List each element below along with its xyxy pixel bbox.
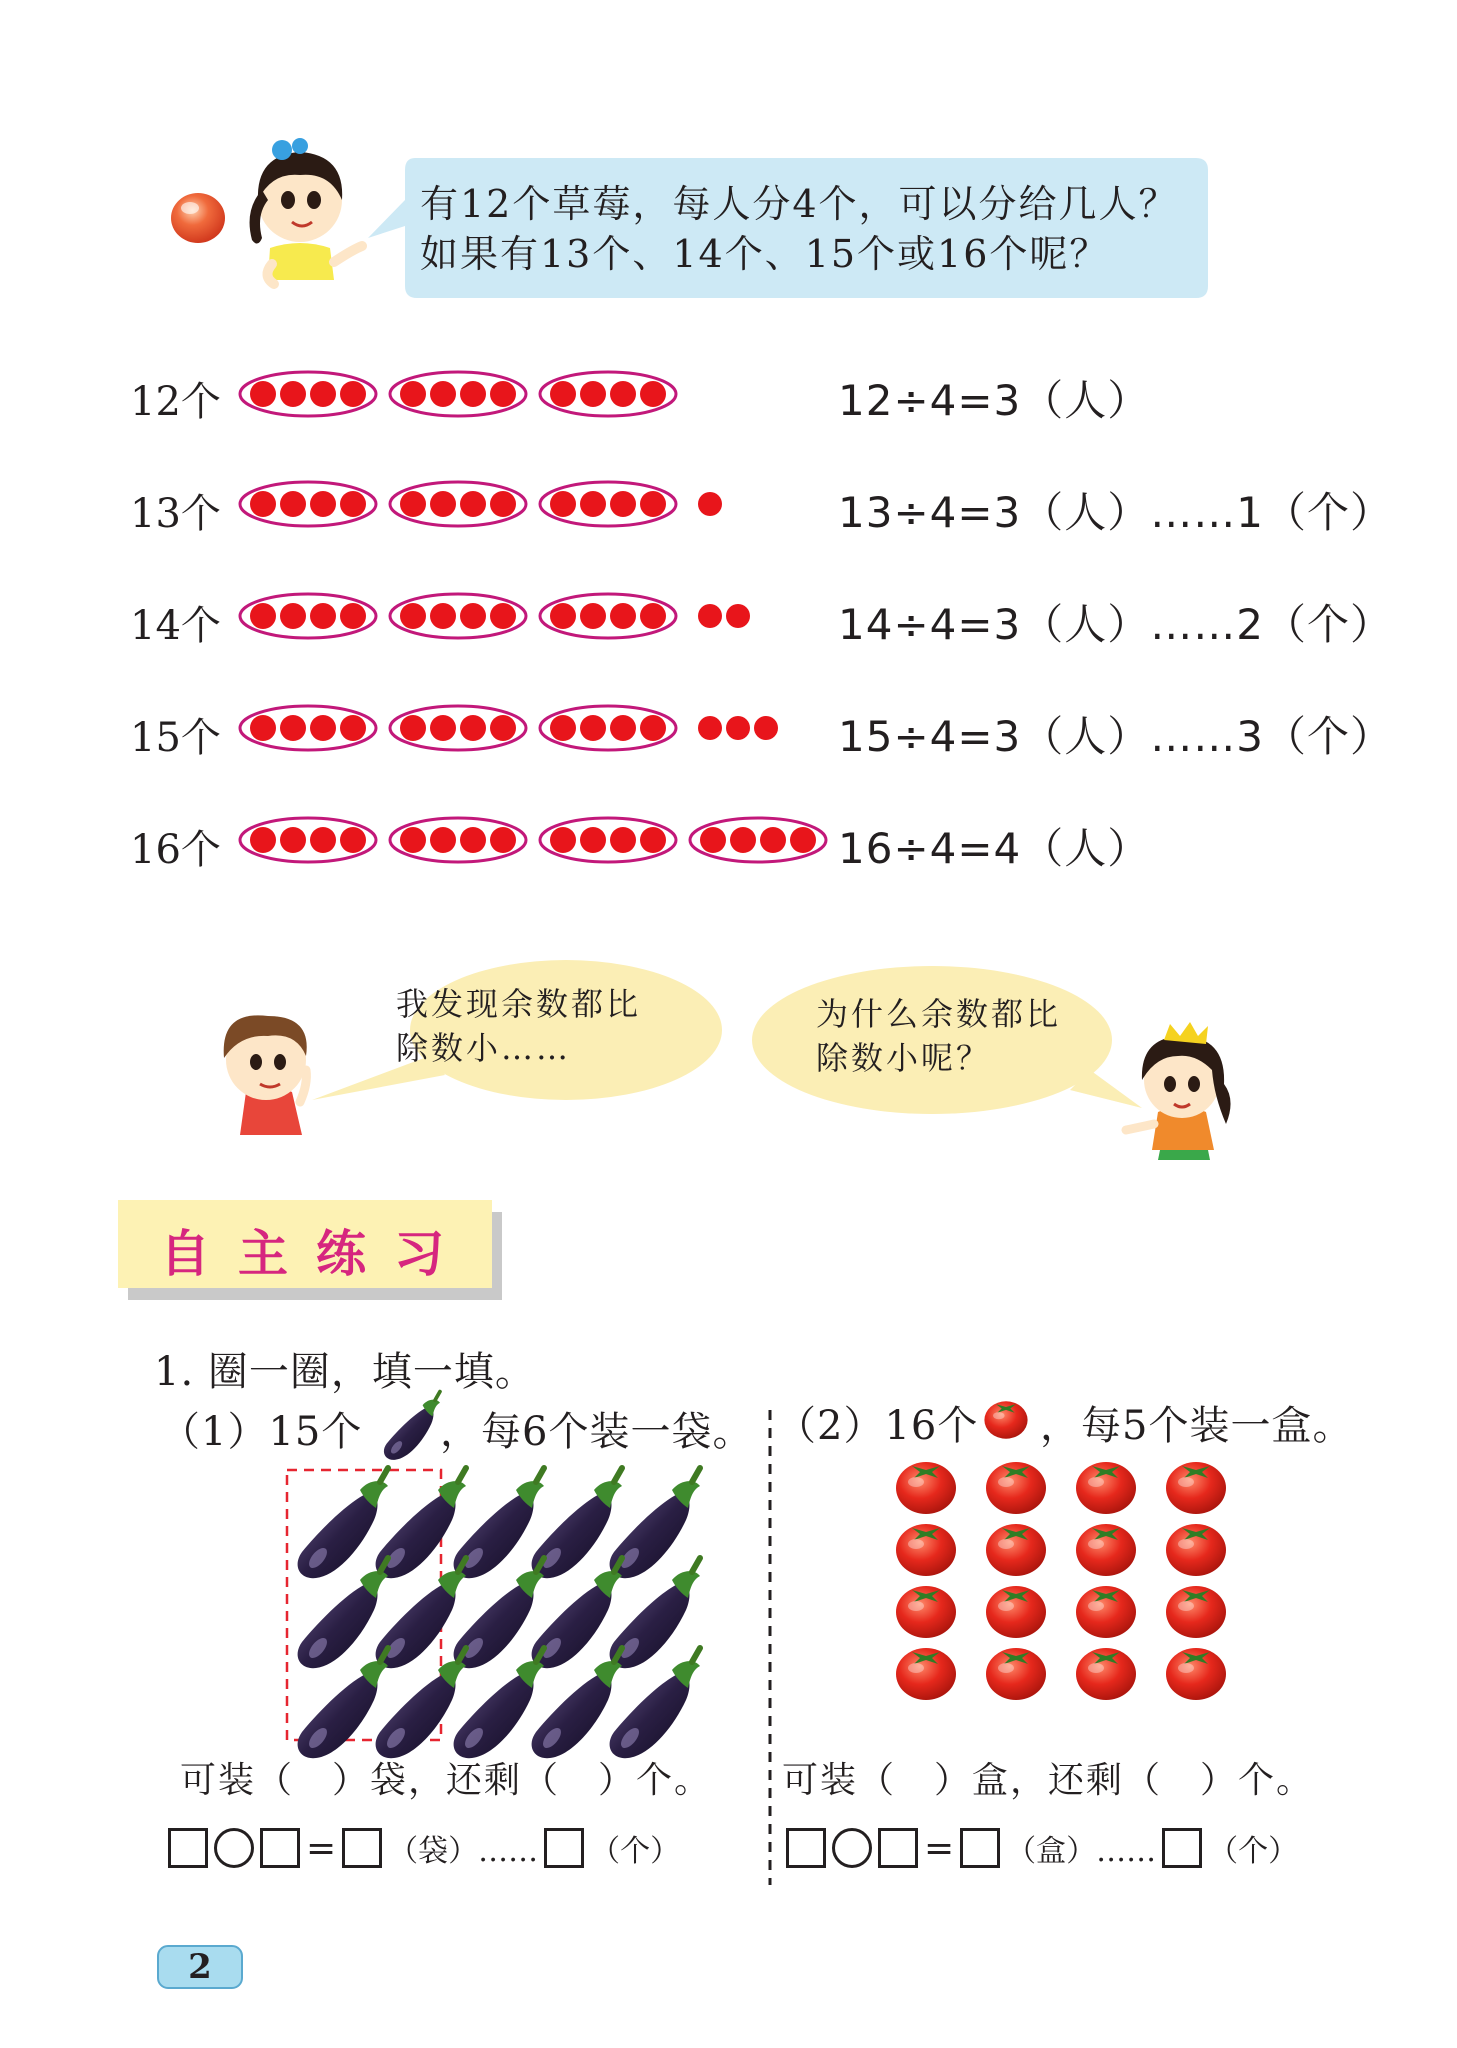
tomato[interactable]	[896, 1524, 956, 1576]
strawberry-dot	[310, 827, 336, 853]
operator-circle[interactable]	[832, 1828, 872, 1868]
strawberry-dot	[250, 381, 276, 407]
page-number: 2	[188, 1947, 212, 1987]
boy-character	[224, 1015, 307, 1135]
strawberry-dot	[460, 381, 486, 407]
exercise-left-prefix: （1）15个	[160, 1409, 363, 1455]
strawberry-dot	[730, 827, 756, 853]
strawberry-dot	[550, 827, 576, 853]
equals-sign: =	[924, 1827, 955, 1869]
tomato[interactable]	[896, 1648, 956, 1700]
red-ball-icon	[171, 193, 225, 243]
strawberry-dot	[430, 827, 456, 853]
strawberry-dot	[310, 603, 336, 629]
strawberry-dot	[490, 381, 516, 407]
dividend-box[interactable]	[168, 1828, 208, 1868]
strawberry-dot	[490, 491, 516, 517]
strawberry-dot	[580, 715, 606, 741]
strawberry-dot	[490, 827, 516, 853]
right-unit-2: （个）	[1208, 1834, 1299, 1869]
strawberry-dot	[640, 491, 666, 517]
equation-12: 12÷4=3（人）	[838, 376, 1151, 425]
strawberry-dot	[340, 603, 366, 629]
right-unit-1: （盒）……	[1006, 1834, 1157, 1869]
left-formula	[168, 1826, 680, 1870]
exercise-right-prefix: （2）16个	[776, 1403, 979, 1449]
row-label-14: 14个	[130, 603, 221, 649]
eggplant[interactable]	[298, 1468, 388, 1578]
eggplant-grid	[298, 1468, 700, 1758]
left-unit-1: （袋）……	[388, 1834, 539, 1869]
strawberry-dot	[250, 491, 276, 517]
strawberry-dot	[400, 603, 426, 629]
row-label-16: 16个	[130, 827, 221, 873]
remainder-dot	[698, 716, 722, 740]
question-line-2: 如果有13个、14个、15个或16个呢？	[420, 232, 1110, 276]
row-label-13: 13个	[130, 491, 221, 537]
strawberry-dot	[340, 715, 366, 741]
remainder-dot	[698, 604, 722, 628]
strawberry-dot	[790, 827, 816, 853]
girl-speech-line-1: 为什么余数都比	[816, 995, 1062, 1033]
strawberry-dot	[310, 715, 336, 741]
strawberry-dot	[400, 715, 426, 741]
strawberry-dot	[640, 827, 666, 853]
exercise-heading: 1. 圈一圈，填一填。	[154, 1349, 536, 1395]
strawberry-dot	[280, 715, 306, 741]
strawberry-dot	[280, 827, 306, 853]
remainder-box[interactable]	[1162, 1828, 1202, 1868]
grouping-diagram	[240, 372, 826, 862]
strawberry-dot	[550, 381, 576, 407]
tomato-grid	[896, 1462, 1226, 1700]
strawberry-dot	[640, 715, 666, 741]
strawberry-dot	[400, 491, 426, 517]
strawberry-dot	[460, 491, 486, 517]
right-formula	[786, 1826, 1298, 1870]
tomato[interactable]	[986, 1648, 1046, 1700]
dividend-box[interactable]	[786, 1828, 826, 1868]
strawberry-dot	[760, 827, 786, 853]
strawberry-dot	[580, 827, 606, 853]
strawberry-dot	[580, 491, 606, 517]
strawberry-dot	[460, 715, 486, 741]
strawberry-dot	[250, 603, 276, 629]
strawberry-dot	[280, 491, 306, 517]
strawberry-dot	[490, 603, 516, 629]
row-label-15: 15个	[130, 715, 221, 761]
tomato[interactable]	[1166, 1462, 1226, 1514]
quotient-box[interactable]	[342, 1828, 382, 1868]
strawberry-dot	[340, 827, 366, 853]
strawberry-dot	[610, 491, 636, 517]
tomato[interactable]	[1166, 1648, 1226, 1700]
strawberry-dot	[250, 827, 276, 853]
eggplant-icon	[384, 1392, 440, 1460]
strawberry-dot	[580, 603, 606, 629]
tomato[interactable]	[1076, 1648, 1136, 1700]
divisor-box[interactable]	[260, 1828, 300, 1868]
strawberry-dot	[580, 381, 606, 407]
strawberry-dot	[550, 491, 576, 517]
strawberry-dot	[430, 491, 456, 517]
strawberry-dot	[280, 603, 306, 629]
remainder-dot	[754, 716, 778, 740]
remainder-dot	[726, 604, 750, 628]
strawberry-dot	[430, 715, 456, 741]
strawberry-dot	[340, 491, 366, 517]
section-title: 自主练习	[160, 1225, 472, 1283]
tomato[interactable]	[1166, 1586, 1226, 1638]
equation-13: 13÷4=3（人）……1（个）	[838, 488, 1393, 537]
remainder-dot	[698, 492, 722, 516]
strawberry-dot	[490, 715, 516, 741]
equation-16: 16÷4=4（人）	[838, 824, 1151, 873]
strawberry-dot	[460, 603, 486, 629]
strawberry-dot	[430, 381, 456, 407]
strawberry-dot	[400, 381, 426, 407]
tomato-icon	[984, 1401, 1027, 1438]
girl-speech-line-2: 除数小呢？	[816, 1039, 992, 1077]
strawberry-dot	[400, 827, 426, 853]
left-fill-blank[interactable]: 可装（ ）袋，还剩（ ）个。	[180, 1760, 713, 1801]
tomato[interactable]	[986, 1462, 1046, 1514]
remainder-box[interactable]	[544, 1828, 584, 1868]
tomato[interactable]	[896, 1586, 956, 1638]
equals-sign: =	[306, 1827, 337, 1869]
exercise-right-suffix: ，每5个装一盒。	[1040, 1403, 1354, 1449]
strawberry-dot	[610, 603, 636, 629]
strawberry-dot	[700, 827, 726, 853]
tomato[interactable]	[1076, 1586, 1136, 1638]
strawberry-dot	[610, 827, 636, 853]
quotient-box[interactable]	[960, 1828, 1000, 1868]
equation-15: 15÷4=3（人）……3（个）	[838, 712, 1393, 761]
strawberry-dot	[640, 381, 666, 407]
girl-character	[250, 138, 362, 284]
tomato[interactable]	[1076, 1524, 1136, 1576]
tomato[interactable]	[986, 1524, 1046, 1576]
strawberry-dot	[310, 491, 336, 517]
exercise-left-suffix: ，每6个装一袋。	[440, 1409, 754, 1455]
remainder-dot	[726, 716, 750, 740]
right-fill-blank[interactable]: 可装（ ）盒，还剩（ ）个。	[782, 1760, 1315, 1801]
strawberry-dot	[430, 603, 456, 629]
strawberry-dot	[610, 715, 636, 741]
left-unit-2: （个）	[590, 1834, 681, 1869]
boy-speech-line-2: 除数小……	[396, 1029, 572, 1067]
strawberry-dot	[550, 715, 576, 741]
strawberry-dot	[250, 715, 276, 741]
strawberry-dot	[310, 381, 336, 407]
equation-14: 14÷4=3（人）……2（个）	[838, 600, 1393, 649]
strawberry-dot	[460, 827, 486, 853]
tomato[interactable]	[896, 1462, 956, 1514]
strawberry-dot	[280, 381, 306, 407]
strawberry-dot	[640, 603, 666, 629]
question-line-1: 有12个草莓，每人分4个，可以分给几人？	[420, 182, 1179, 226]
tomato[interactable]	[986, 1586, 1046, 1638]
girl-crown-character	[1126, 1022, 1231, 1160]
strawberry-dot	[550, 603, 576, 629]
row-label-12: 12个	[130, 379, 221, 425]
tomato[interactable]	[1166, 1524, 1226, 1576]
operator-circle[interactable]	[214, 1828, 254, 1868]
strawberry-dot	[610, 381, 636, 407]
strawberry-dot	[340, 381, 366, 407]
tomato[interactable]	[1076, 1462, 1136, 1514]
boy-speech-line-1: 我发现余数都比	[396, 985, 642, 1023]
divisor-box[interactable]	[878, 1828, 918, 1868]
